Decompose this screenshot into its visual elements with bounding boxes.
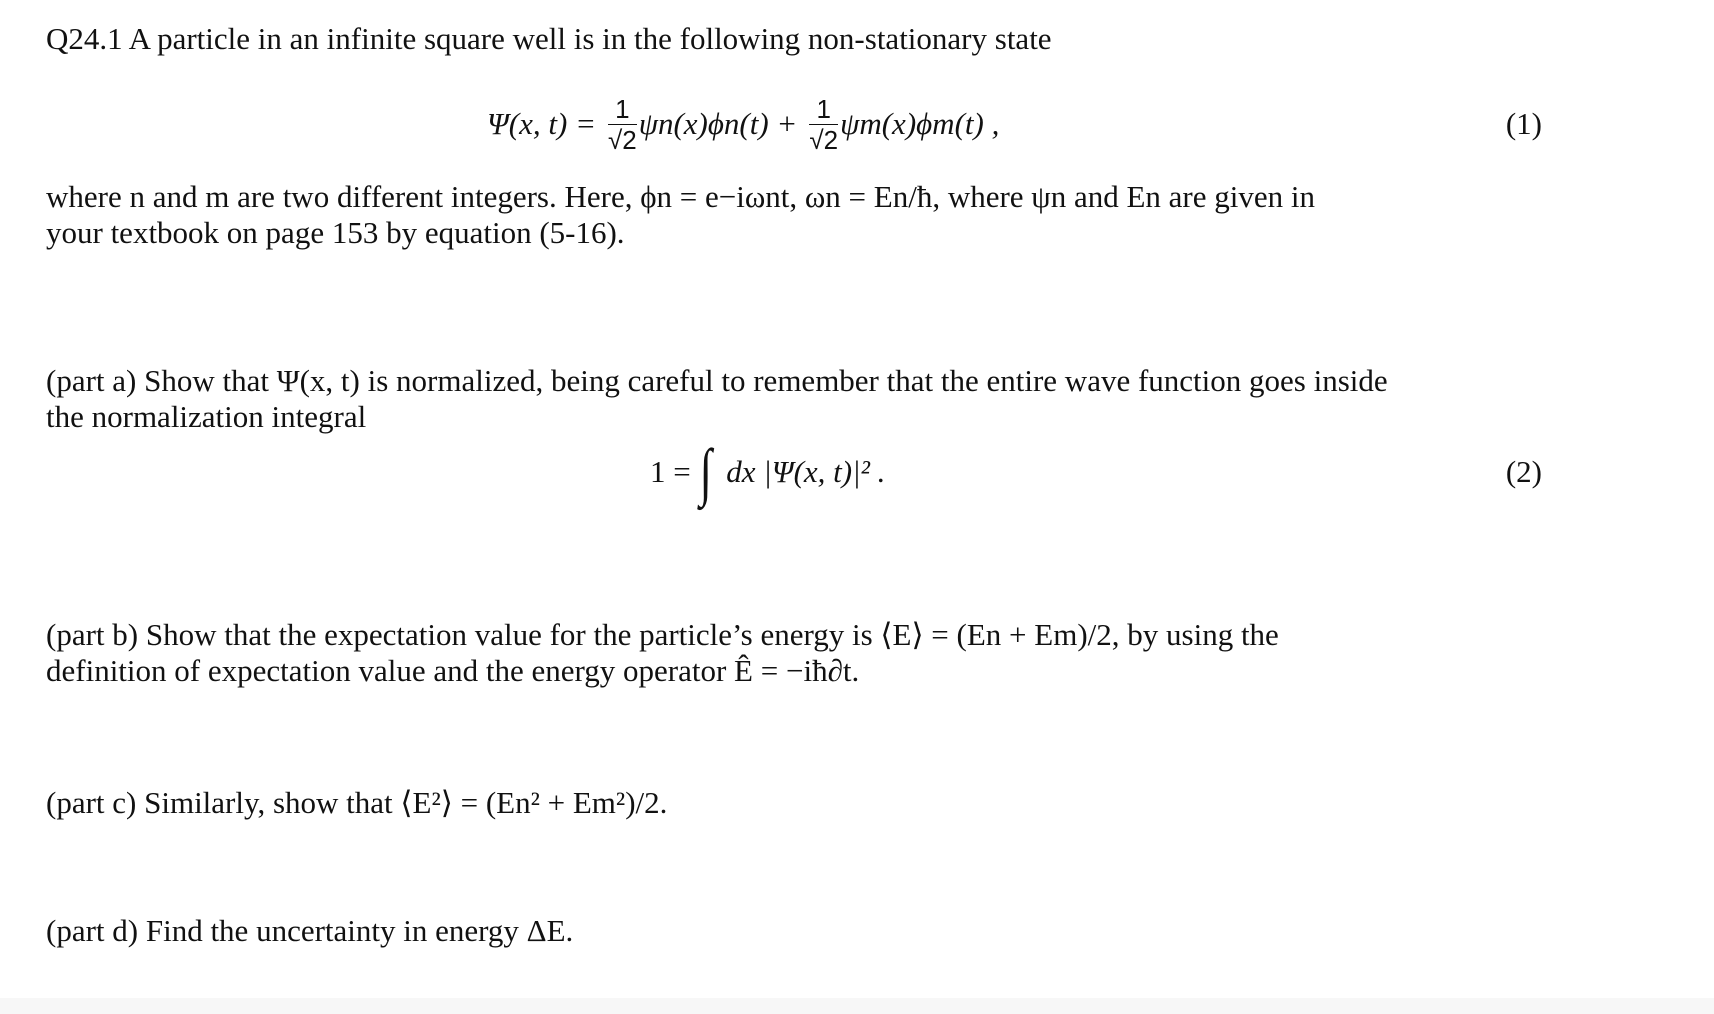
explanation-line-2: your textbook on page 153 by equation (5-16). [46, 215, 625, 250]
equation-1 [46, 84, 1542, 164]
equation-2 [46, 432, 1542, 512]
eq1-fraction-b: $\frac{1}{√2}$ [809, 93, 839, 155]
equation-1-number: (1) [1505, 106, 1542, 141]
eq1-lhs: Ψ(x, t) = [487, 106, 596, 141]
equation-2-body [650, 432, 885, 512]
page-bottom-band [0, 998, 1714, 1014]
question-heading: Q24.1 A particle in an infinite square well is in the following non-stationary state [46, 21, 1052, 56]
part-b-line-2: definition of expectation value and the energy operator Ê = −iħ∂t. [46, 653, 860, 688]
eq2-lhs: 1 = [650, 454, 691, 489]
eq1-term1: ψn(x)ϕn(t) + [638, 106, 798, 141]
part-a-line-2: the normalization integral [46, 399, 367, 434]
equation-2-number: (2) [1505, 454, 1542, 489]
part-b-line-1: (part b) Show that the expectation value for the particle’s energy is ⟨E⟩ = (En + Em)/2, by using the [46, 617, 1279, 652]
eq1-fraction-a: $\frac{1}{√2}$ [607, 93, 637, 155]
part-c: (part c) Similarly, show that ⟨E²⟩ = (En² + Em²)/2. [46, 785, 668, 820]
part-a-line-1: (part a) Show that Ψ(x, t) is normalized, being careful to remember that the entire wave function goes inside [46, 363, 1388, 398]
eq1-term2: ψm(x)ϕm(t) , [840, 106, 1000, 141]
equation-1-body [487, 84, 999, 164]
eq2-rhs: dx |Ψ(x, t)|² . [726, 454, 886, 489]
explanation-line-1: where n and m are two different integers. Here, ϕn = e−iωnt, ωn = En/ħ, where ψn and En are given in [46, 179, 1315, 214]
integral-sign: ∫ [699, 436, 712, 507]
part-d: (part d) Find the uncertainty in energy ΔE. [46, 913, 574, 948]
